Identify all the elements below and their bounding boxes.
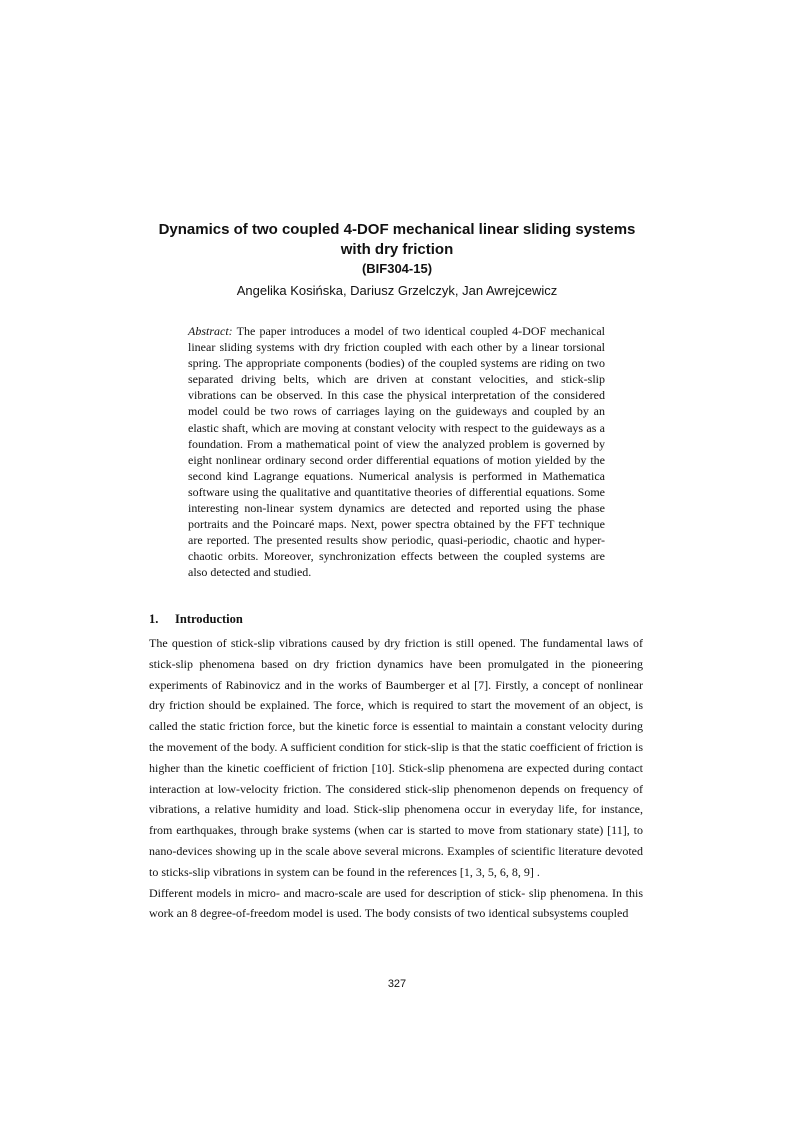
- paragraph: Different models in micro- and macro-scale are used for description of stick- slip phenomena. In this work an 8 degree-of-freedom model is used. The body consists of two identical subsystems coupled: [149, 885, 643, 921]
- section-body: [149, 633, 643, 924]
- abstract-text: The paper introduces a model of two identical coupled 4-DOF mechanical linear sliding systems with dry friction coupled with each other by a linear torsional spring. The appropriate components (bodies) of the coupled systems are riding on two separated driving belts, which are driven at constant velocities, and stick-slip vibrations can be observed. In this case the physical interpretation of the considered model could be two rows of carriages laying on the guideways and coupled by an elastic shaft, which are moving at constant velocity with respect to the guideways as a foundation. From a mathematical point of view the analyzed problem is governed by eight nonlinear ordinary second order differential equations of motion yielded by the second kind Lagrange equations. Numerical analysis is performed in Mathematica software using the qualitative and quantitative theories of differential equations. Some interesting non-linear system dynamics are detected and reported using the phase portraits and the Poincaré maps. Next, power spectra obtained by the FFT technique are reported. The presented results show periodic, quasi-periodic, chaotic and hyper-chaotic orbits. Moreover, synchronization effects between the coupled systems are also detected and studied.: [188, 324, 605, 580]
- paper-title: Dynamics of two coupled 4-DOF mechanical linear sliding systems with dry friction: [158, 221, 636, 258]
- abstract: [188, 323, 605, 581]
- abstract-label: Abstract:: [188, 324, 233, 338]
- paragraph: The question of stick-slip vibrations caused by dry friction is still opened. The fundamental laws of stick-slip phenomena based on dry friction dynamics have been promulgated in the pioneering experiments of Rabinovicz and in the works of Baumberger et al [7]. Firstly, a concept of nonlinear dry friction should be explained. The force, which is required to start the movement of an object, is called the static friction force, but the kinetic force is essential to maintain a constant velocity during the movement of the body. A sufficient condition for stick-slip is that the static coefficient of friction is higher than the kinetic coefficient of friction [10]. Stick-slip phenomena are expected during contact interaction at low-velocity friction. The considered stick-slip phenomenon depends on frequency of vibrations, a relative humidity and load. Stick-slip phenomena occur in everyday life, for instance, from earthquakes, through brake systems (when car is started to move from stationary state) [11], to nano-devices showing up in the scale above several microns. Examples of scientific literature devoted to sticks-slip vibrations in system can be found in the references [1, 3, 5, 6, 8, 9] .: [149, 636, 643, 879]
- authors: Angelika Kosińska, Dariusz Grzelczyk, Jan Awrejcewicz: [236, 283, 558, 298]
- section-heading: [149, 610, 243, 628]
- section-title: Introduction: [175, 612, 243, 626]
- page-number: 327: [387, 978, 407, 990]
- section-number: 1.: [149, 612, 159, 626]
- paper-code: (BIF304-15): [361, 261, 433, 276]
